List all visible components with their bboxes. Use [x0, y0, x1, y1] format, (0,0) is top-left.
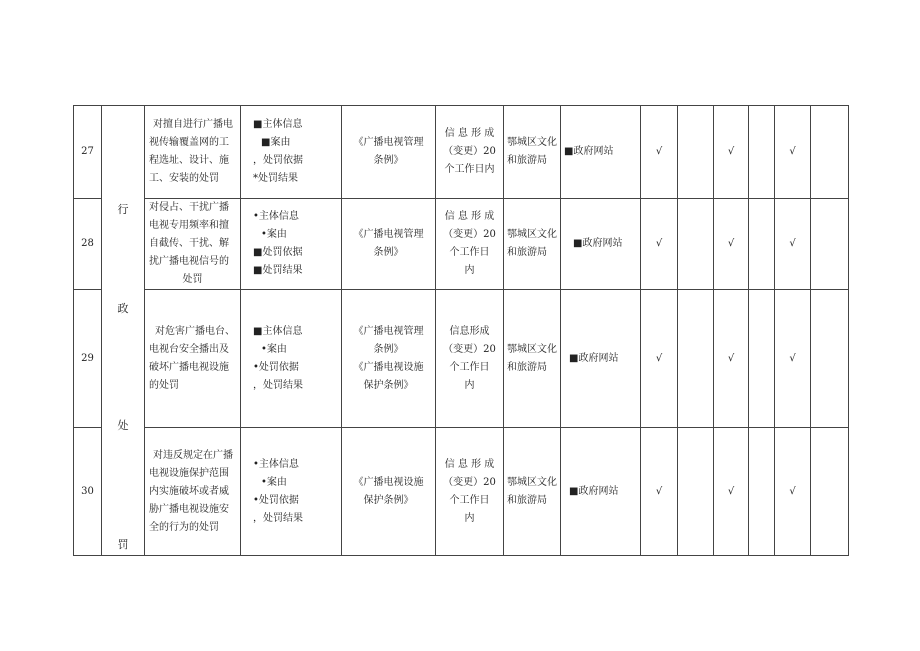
table-row	[74, 428, 849, 556]
check-cell: √	[714, 290, 749, 428]
disclosure-content: ■主体信息 •案由 •处罚依据 ，处罚结果	[241, 290, 342, 428]
disclosure-content: ■主体信息 ■案由 ，处罚依据 *处罚结果	[241, 106, 342, 199]
check-cell: √	[641, 428, 678, 556]
check-cell: √	[775, 199, 811, 290]
table-row	[74, 290, 849, 428]
table-row	[74, 199, 849, 290]
check-cell: √	[714, 199, 749, 290]
check-cell	[749, 199, 775, 290]
disclosure-channel: ■政府网站	[561, 428, 641, 556]
disclosure-agency: 鄂城区文化 和旅游局	[504, 106, 561, 199]
disclosure-timing: 信 息 形 成 （变更）20 个工作日 内	[436, 428, 504, 556]
row-number: 27	[74, 106, 102, 199]
check-cell	[811, 106, 849, 199]
item-description: 对违反规定在广播 电视设施保护范围 内实施破坏或者威 胁广播电视设施安 全的行为的处罚	[145, 428, 241, 556]
table-row	[74, 106, 849, 199]
check-cell	[749, 106, 775, 199]
check-cell	[749, 290, 775, 428]
check-cell: √	[714, 106, 749, 199]
check-cell	[678, 428, 714, 556]
category-char: 处	[117, 419, 129, 432]
row-number: 28	[74, 199, 102, 290]
check-cell	[811, 428, 849, 556]
check-cell	[811, 199, 849, 290]
item-description: 对擅自进行广播电 视传输覆盖网的工 程选址、设计、施 工、安装的处罚	[145, 106, 241, 199]
legal-basis: 《广播电视管理 条例》 《广播电视设施 保护条例》	[342, 290, 436, 428]
disclosure-content: •主体信息 •案由 ■处罚依据 ■处罚结果	[241, 199, 342, 290]
check-cell: √	[775, 428, 811, 556]
check-cell: √	[714, 428, 749, 556]
disclosure-agency: 鄂城区文化 和旅游局	[504, 199, 561, 290]
disclosure-agency: 鄂城区文化 和旅游局	[504, 290, 561, 428]
check-cell: √	[641, 290, 678, 428]
category-cell	[102, 106, 145, 556]
category-char: 行	[117, 203, 129, 216]
check-cell: √	[775, 106, 811, 199]
check-cell	[678, 199, 714, 290]
disclosure-timing: 信 息 形 成 （变更）20 个工作日内	[436, 106, 504, 199]
check-cell: √	[641, 199, 678, 290]
disclosure-content: •主体信息 •案由 •处罚依据 ，处罚结果	[241, 428, 342, 556]
category-char: 政	[117, 302, 129, 315]
legal-basis: 《广播电视设施 保护条例》	[342, 428, 436, 556]
check-cell	[678, 290, 714, 428]
disclosure-agency: 鄂城区文化 和旅游局	[504, 428, 561, 556]
item-description: 对危害广播电台、 电视台安全播出及 破坏广播电视设施 的处罚	[145, 290, 241, 428]
legal-basis: 《广播电视管理 条例》	[342, 106, 436, 199]
row-number: 30	[74, 428, 102, 556]
disclosure-timing: 信息形成 （变更）20 个工作日 内	[436, 290, 504, 428]
disclosure-channel: ■政府网站	[561, 199, 641, 290]
check-cell	[678, 106, 714, 199]
disclosure-channel: ■政府网站	[561, 106, 641, 199]
check-cell	[749, 428, 775, 556]
disclosure-table	[73, 105, 849, 556]
check-cell: √	[775, 290, 811, 428]
legal-basis: 《广播电视管理 条例》	[342, 199, 436, 290]
row-number: 29	[74, 290, 102, 428]
item-description: 对侵占、干扰广播 电视专用频率和擅 自截传、干扰、解 扰广播电视信号的 处罚	[145, 199, 241, 290]
disclosure-channel: ■政府网站	[561, 290, 641, 428]
check-cell: √	[641, 106, 678, 199]
category-char: 罚	[117, 538, 129, 551]
check-cell	[811, 290, 849, 428]
disclosure-timing: 信 息 形 成 （变更）20 个工作日 内	[436, 199, 504, 290]
